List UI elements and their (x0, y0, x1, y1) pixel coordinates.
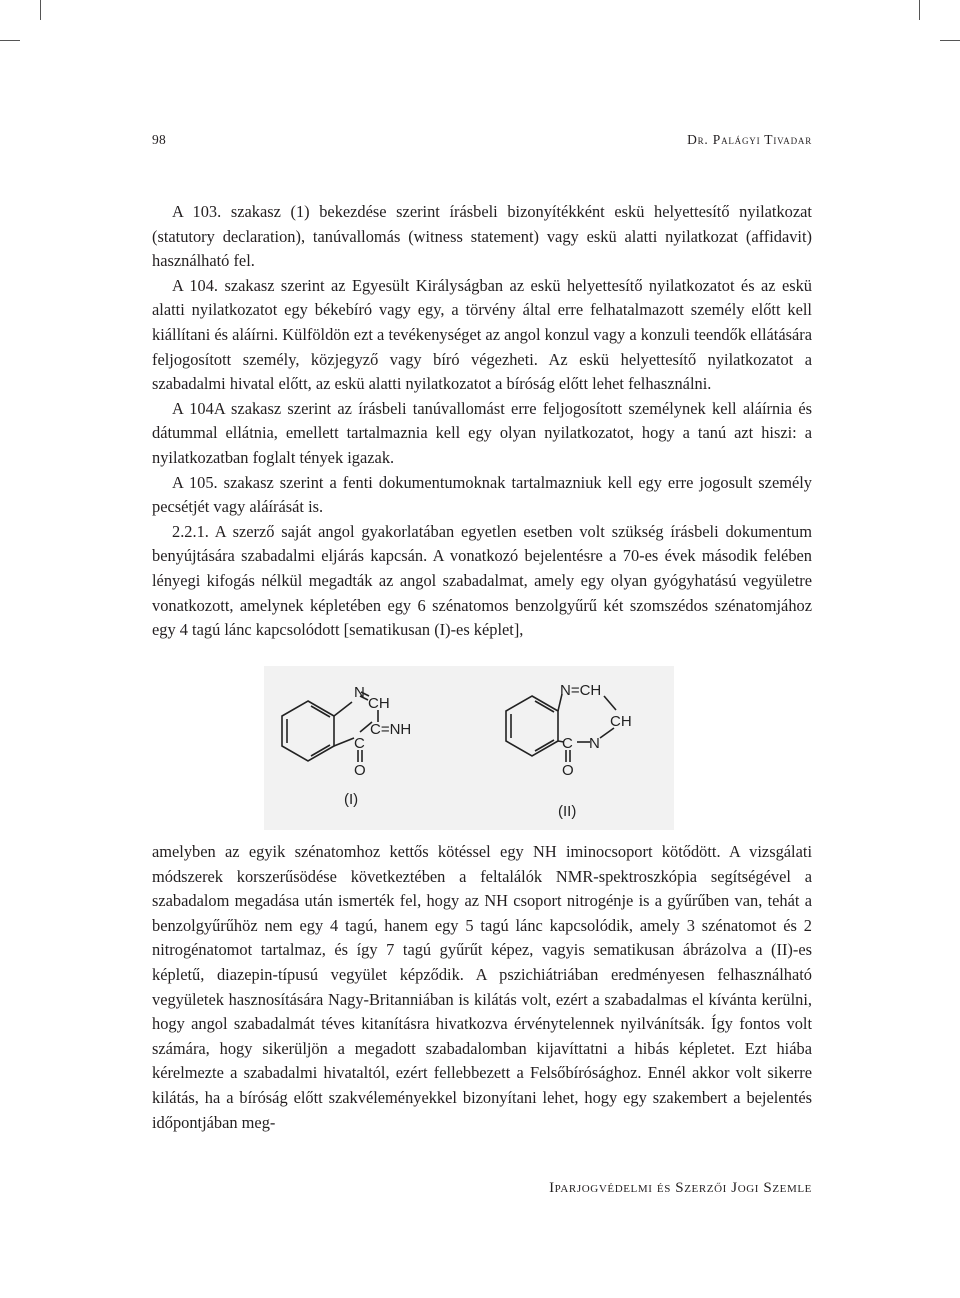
paragraph-2-2-1 (152, 520, 812, 643)
body-text-bottom (152, 840, 812, 1135)
paragraph-continuation (152, 840, 812, 1135)
crop-mark-top-right (919, 0, 920, 20)
atom-o-i: O (354, 762, 366, 779)
atom-n-ii: N (589, 735, 600, 752)
page-header (152, 132, 812, 154)
atom-c-i: C (354, 735, 365, 752)
paragraph-104a-text: A 104A szakasz szerint az írásbeli tanúvallomást erre feljogosított személynek kell aláírnia és dátummal ellátnia, emellett tartalmaznia kell egy olyan nyilatkozatot, hogy a tanú azt hiszi: a nyilatkozatban foglalt tények igazak. (152, 398, 812, 467)
page-footer-journal: Iparjogvédelmi és Szerzői Jogi Szemle (549, 1180, 812, 1196)
crop-mark-top-right-h (940, 40, 960, 41)
paragraph-continuation-text: amelyben az egyik szénatomhoz kettős kötéssel egy NH iminocsoport kötődött. A vizsgálati módszerek korszerűsödése következtében a feltalálók NMR-spektroszkópia segítségével a szabadalom megadása után ismerték fel, hogy az NH csoport nitrogénje is a gyűrűben van, tehát a benzolgyűrűhöz nem egy 4 tagú, hanem egy 5 tagú lánc kapcsolódik, amely 3 szénatomot és 2 nitrogénatomot tartalmaz, és így 7 tagú gyűrűt képez, vagyis sematikusan ábrázolva a (II)-es képletű, diazepin-típusú vegyület képződik. A pszichiátriában eredményesen felhasználható vegyületek hasznosítására Nagy-Britanniában is kilátás volt, ezért a szabadalmas el kívánta kerülni, hogy angol szabadalmát téves kitanításra hivatkozva érvénytelennek nyilvánítsák. Így fontos volt számára, hogy sikerüljön a megadott szabadalomban kijavíttatni a hibás képletet. Ezt hiába kérelmezte a szabadalmi hivataltól, ezért fellebbezett a Felsőbírósághoz. Ennél akkor volt sikerre kilátás, ha a bíróság előtt szakvéleményekkel bizonyítani lehet, hogy egy szakembert a bejelentés időpontjában meg- (152, 842, 812, 1132)
paragraph-104-text: A 104. szakasz szerint az Egyesült Királyságban az eskü helyettesítő nyilatkozatot és az eskü alatti nyilatkozatot egy békebíró vagy egy, a törvény által erre felhatalmazott személy előtt kell kiállítani és aláírni. Külföldön ezt a tevékenységet az angol konzul vagy a konzuli teendők ellátására feljogosított személy, közjegyző vagy bíró végezheti. Az eskü helyettesítő nyilatkozatot a szabadalmi hivatal előtt, az eskü alatti nyilatkozatot a bíróság előtt lehet felhasználni. (152, 275, 812, 394)
running-head-author: Dr. Palágyi Tivadar (687, 132, 812, 147)
body-text-top (152, 200, 812, 643)
bond-ring-n-i (334, 702, 352, 716)
crop-mark-top-left-h (0, 40, 20, 41)
benzene-ring-i (282, 701, 334, 761)
atom-c-imine-i: C=NH (370, 721, 412, 738)
formulas-svg (264, 666, 674, 830)
paragraph-105 (152, 471, 812, 520)
paragraph-103 (152, 200, 812, 274)
paragraph-104 (152, 274, 812, 397)
atom-o-ii: O (562, 762, 574, 779)
paragraph-103-text: A 103. szakasz (1) bekezdése szerint írásbeli bizonyítékként eskü helyettesítő nyilatkozat (statutory declaration), tanúvallomás (witness statement) vagy eskü alatti nyilatkozat (affidavit) használható fel. (152, 202, 812, 271)
paragraph-2-2-1-text: 2.2.1. A szerző saját angol gyakorlatában egyetlen esetben volt szükség írásbeli dokumentum benyújtására szabadalmi eljárás kapcsán. A vonatkozó bejelentésre a 70-es évek második felében lényegi kifogás nélkül megadták az angol szabadalmat, amely egy olyan gyógyhatású vegyületre vonatkozott, amelynek képletében egy 6 szénatomos benzolgyűrű két szomszédos szénatomjához egy 4 tagú lánc kapcsolódott [sematikusan (I)-es képlet], (152, 521, 812, 640)
atom-ch-i: CH (368, 695, 390, 712)
atom-n-ch-ii: N=CH (560, 682, 602, 699)
crop-mark-top-left (40, 0, 41, 20)
formula-i-label: (I) (344, 791, 359, 808)
chemical-formulas-figure (264, 666, 674, 830)
atom-c-ii: C (562, 735, 573, 752)
benzene-ring-ii (506, 696, 558, 756)
atom-ch-ii: CH (610, 713, 632, 730)
page-number: 98 (152, 132, 167, 147)
formula-ii-label: (II) (558, 803, 577, 820)
paragraph-105-text: A 105. szakasz szerint a fenti dokumentumoknak tartalmazniuk kell egy erre jogosult személy pecsétjét vagy aláírását is. (152, 472, 812, 517)
atom-n-i: N (354, 684, 365, 701)
paragraph-104a (152, 397, 812, 471)
